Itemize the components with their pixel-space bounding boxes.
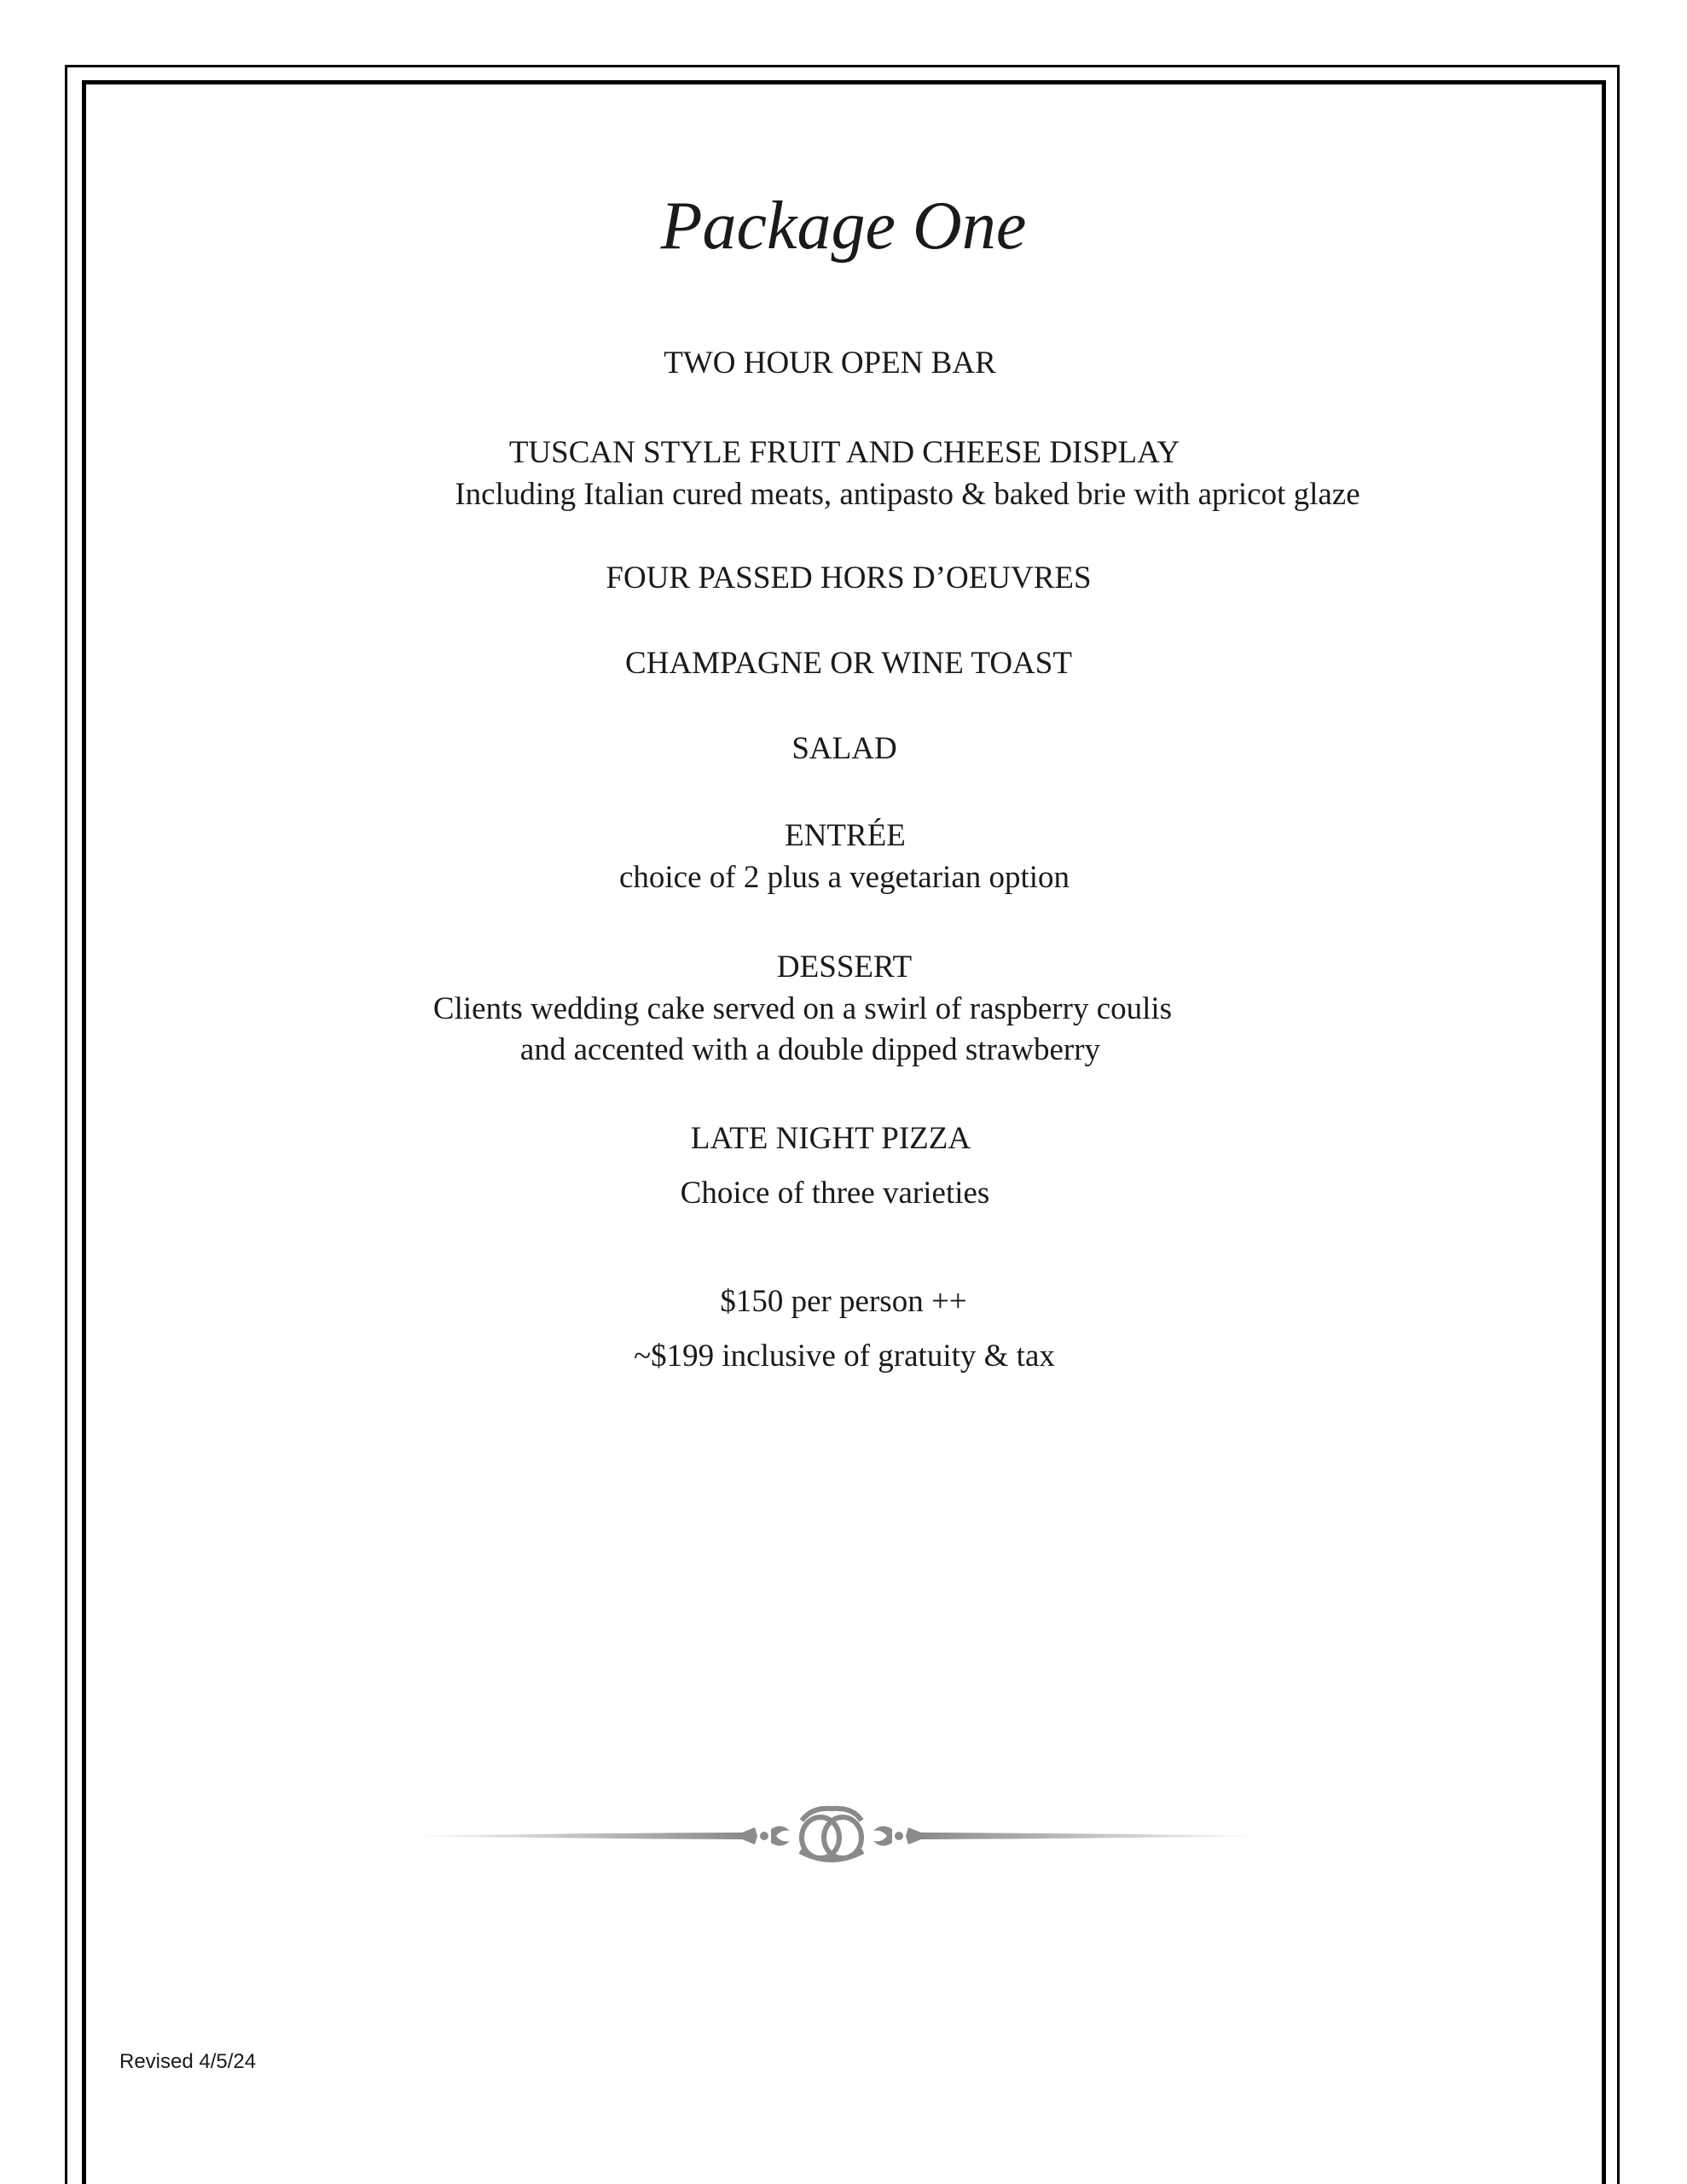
pizza-heading: LATE NIGHT PIZZA xyxy=(690,1121,971,1156)
fruit-cheese-heading: TUSCAN STYLE FRUIT AND CHEESE DISPLAY xyxy=(508,435,1180,470)
flourish-divider-icon xyxy=(401,1802,1271,1870)
price-inclusive: ~$199 inclusive of gratuity & tax xyxy=(634,1339,1055,1374)
hors-doeuvres-heading: FOUR PASSED HORS D’OEUVRES xyxy=(606,561,1092,595)
salad-heading: SALAD xyxy=(791,731,897,766)
dessert-detail-line-2: and accented with a double dipped strawberry xyxy=(519,1032,1101,1067)
entree-detail: choice of 2 plus a vegetarian option xyxy=(618,860,1070,895)
package-title: Package One xyxy=(660,189,1027,264)
toast-heading: CHAMPAGNE OR WINE TOAST xyxy=(625,646,1072,681)
price-per-person: $150 per person ++ xyxy=(720,1284,967,1319)
pizza-detail: Choice of three varieties xyxy=(680,1176,990,1211)
fruit-cheese-detail: Including Italian cured meats, antipasto & baked brie with apricot glaze xyxy=(455,477,1360,512)
revised-date: Revised 4/5/24 xyxy=(119,2050,257,2073)
dessert-heading: DESSERT xyxy=(776,950,913,985)
dessert-detail-line-1: Clients wedding cake served on a swirl of raspberry coulis xyxy=(432,991,1173,1026)
entree-heading: ENTRÉE xyxy=(785,818,906,853)
open-bar-heading: TWO HOUR OPEN BAR xyxy=(664,346,996,380)
